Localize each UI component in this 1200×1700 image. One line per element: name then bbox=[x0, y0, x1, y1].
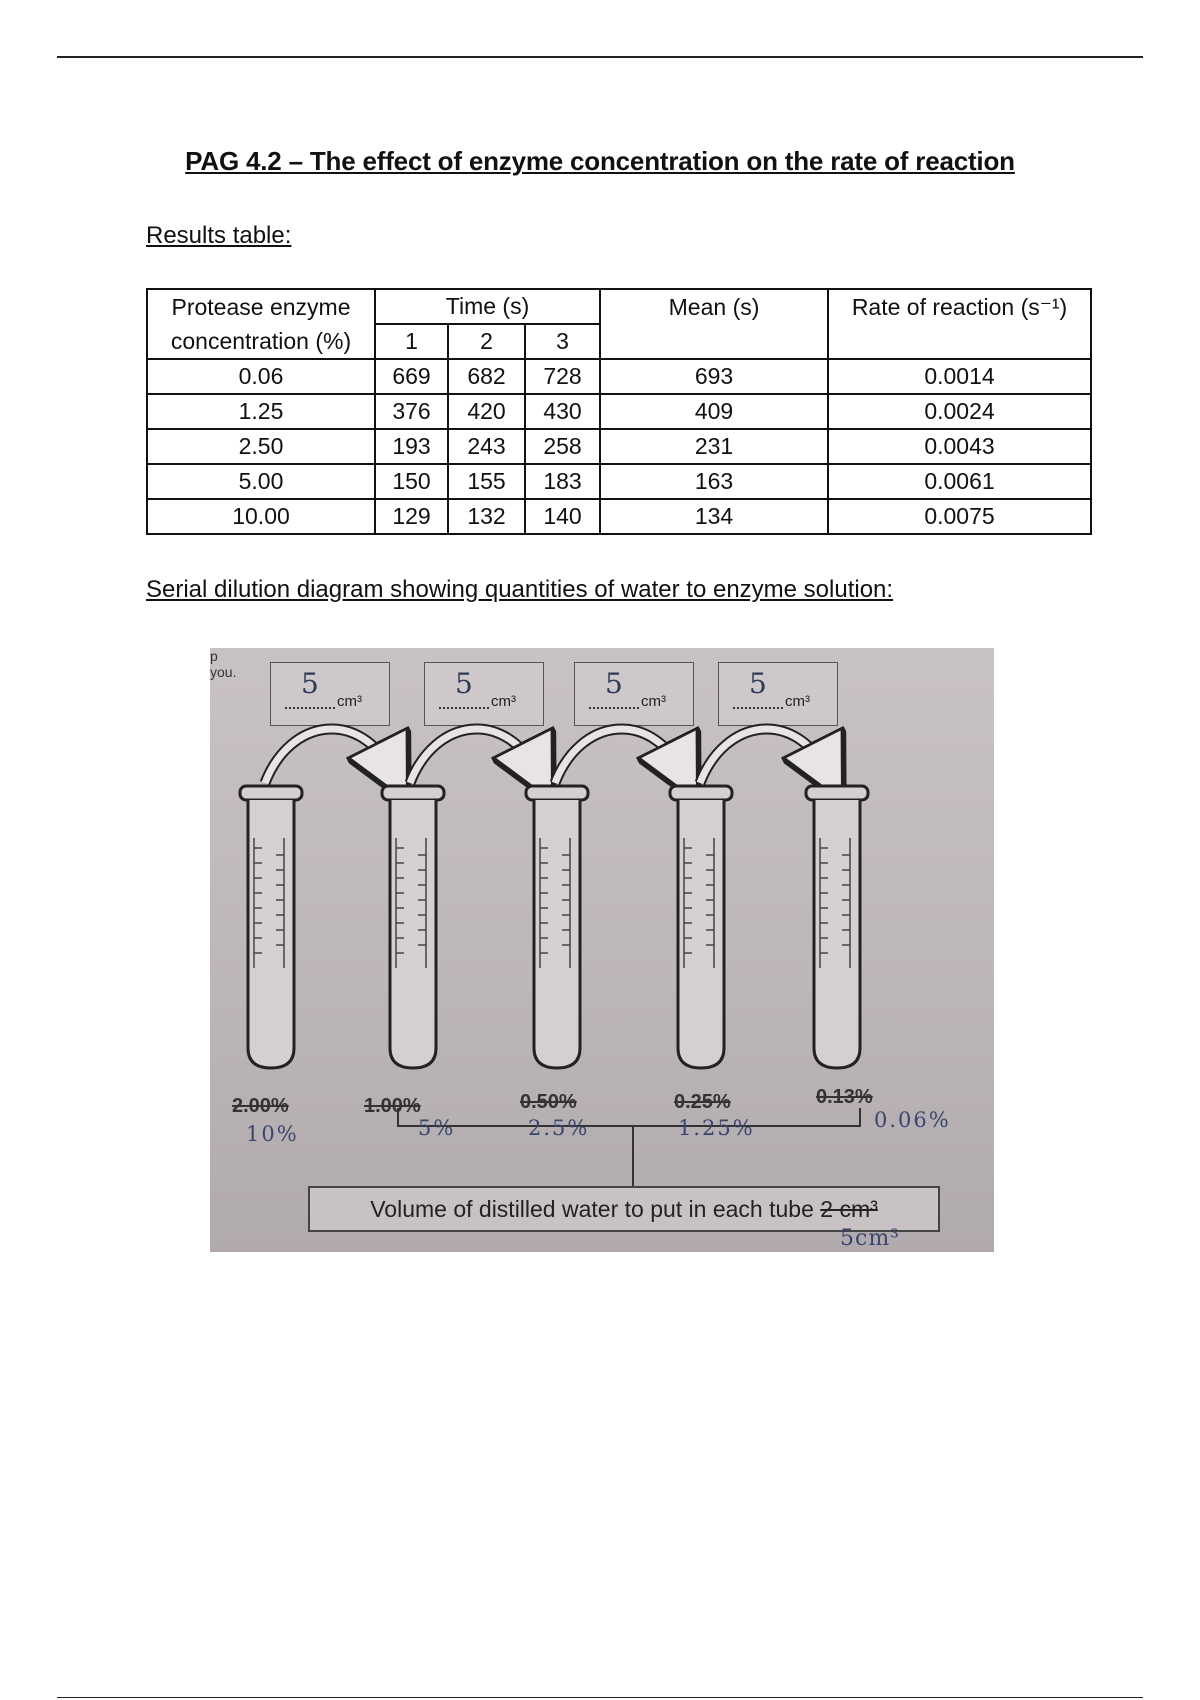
transfer-volume-unit: cm³ bbox=[785, 693, 810, 710]
test-tube-icon bbox=[670, 786, 732, 1068]
test-tube-icon bbox=[806, 786, 868, 1068]
transfer-volume-handwritten: 5 bbox=[455, 667, 473, 700]
transfer-arrow-icon bbox=[555, 729, 683, 783]
test-tube-icon bbox=[382, 786, 444, 1068]
header-trial-2: 2 bbox=[448, 324, 525, 359]
cell-time-3: 183 bbox=[525, 464, 600, 499]
transfer-volume-unit: cm³ bbox=[641, 693, 666, 710]
header-mean-blank bbox=[600, 324, 828, 359]
cell-time-3: 728 bbox=[525, 359, 600, 394]
header-rate: Rate of reaction (s⁻¹) bbox=[828, 289, 1091, 324]
header-time: Time (s) bbox=[375, 289, 600, 324]
test-tube-icon bbox=[240, 786, 302, 1068]
cell-time-2: 420 bbox=[448, 394, 525, 429]
photo-corner-text: p you. bbox=[210, 648, 237, 680]
header-concentration-line2: concentration (%) bbox=[147, 324, 375, 359]
printed-concentration-label: 2.00% bbox=[232, 1095, 289, 1117]
cell-time-3: 258 bbox=[525, 429, 600, 464]
cell-time-3: 140 bbox=[525, 499, 600, 534]
header-mean: Mean (s) bbox=[600, 289, 828, 324]
cell-time-1: 376 bbox=[375, 394, 448, 429]
water-volume-struck-value: 2 cm³ bbox=[820, 1196, 878, 1222]
results-table bbox=[146, 288, 1092, 535]
water-volume-handwritten: 5cm³ bbox=[840, 1226, 900, 1251]
cell-time-1: 193 bbox=[375, 429, 448, 464]
cell-rate: 0.0043 bbox=[828, 429, 1091, 464]
test-tube-icon bbox=[526, 786, 588, 1068]
table-row bbox=[147, 499, 1091, 534]
cell-time-2: 155 bbox=[448, 464, 525, 499]
cell-time-1: 129 bbox=[375, 499, 448, 534]
cell-rate: 0.0014 bbox=[828, 359, 1091, 394]
cell-concentration: 5.00 bbox=[147, 464, 375, 499]
handwritten-concentration: 10% bbox=[246, 1122, 299, 1146]
cell-mean: 231 bbox=[600, 429, 828, 464]
cell-time-1: 669 bbox=[375, 359, 448, 394]
transfer-volume-handwritten: 5 bbox=[605, 667, 623, 700]
transfer-arrow-icon bbox=[265, 729, 393, 783]
transfer-volume-unit: cm³ bbox=[337, 693, 362, 710]
cell-mean: 693 bbox=[600, 359, 828, 394]
cell-time-2: 682 bbox=[448, 359, 525, 394]
cell-mean: 409 bbox=[600, 394, 828, 429]
tubes-and-arrows bbox=[210, 648, 994, 1252]
cell-concentration: 0.06 bbox=[147, 359, 375, 394]
handwritten-concentration: 1.25% bbox=[678, 1116, 755, 1140]
cell-time-2: 132 bbox=[448, 499, 525, 534]
transfer-volume-handwritten: 5 bbox=[301, 667, 319, 700]
handwritten-concentration: 5% bbox=[418, 1116, 456, 1140]
transfer-arrow-icon bbox=[410, 729, 538, 783]
transfer-arrow-icon bbox=[700, 729, 828, 783]
cell-time-1: 150 bbox=[375, 464, 448, 499]
printed-concentration-label: 1.00% bbox=[364, 1095, 421, 1117]
header-rate-blank bbox=[828, 324, 1091, 359]
transfer-volume-unit: cm³ bbox=[491, 693, 516, 710]
header-concentration: Protease enzyme bbox=[147, 289, 375, 324]
results-table-label: Results table: bbox=[146, 222, 292, 249]
cell-mean: 163 bbox=[600, 464, 828, 499]
header-trial-3: 3 bbox=[525, 324, 600, 359]
header-rule bbox=[57, 56, 1143, 58]
table-header-row bbox=[147, 289, 1091, 324]
cell-concentration: 1.25 bbox=[147, 394, 375, 429]
cell-time-2: 243 bbox=[448, 429, 525, 464]
transfer-volume-handwritten: 5 bbox=[749, 667, 767, 700]
table-row bbox=[147, 394, 1091, 429]
cell-rate: 0.0024 bbox=[828, 394, 1091, 429]
serial-dilution-photo bbox=[210, 648, 994, 1252]
table-row bbox=[147, 359, 1091, 394]
header-trial-1: 1 bbox=[375, 324, 448, 359]
table-row bbox=[147, 429, 1091, 464]
cell-concentration: 2.50 bbox=[147, 429, 375, 464]
cell-mean: 134 bbox=[600, 499, 828, 534]
cell-rate: 0.0061 bbox=[828, 464, 1091, 499]
cell-rate: 0.0075 bbox=[828, 499, 1091, 534]
cell-time-3: 430 bbox=[525, 394, 600, 429]
table-subheader-row bbox=[147, 324, 1091, 359]
table-row bbox=[147, 464, 1091, 499]
page-title: PAG 4.2 – The effect of enzyme concentration on the rate of reaction bbox=[185, 146, 1015, 176]
dilution-diagram-label: Serial dilution diagram showing quantities of water to enzyme solution: bbox=[146, 576, 894, 603]
printed-concentration-label: 0.25% bbox=[674, 1091, 731, 1113]
handwritten-concentration: 0.06% bbox=[874, 1108, 951, 1132]
printed-concentration-label: 0.50% bbox=[520, 1091, 577, 1113]
water-volume-label: Volume of distilled water to put in each tube bbox=[370, 1196, 814, 1222]
footer-rule bbox=[57, 1697, 1143, 1698]
cell-concentration: 10.00 bbox=[147, 499, 375, 534]
handwritten-concentration: 2.5% bbox=[528, 1116, 590, 1140]
bracket-line bbox=[398, 1108, 860, 1186]
printed-concentration-label: 0.13% bbox=[816, 1086, 873, 1108]
